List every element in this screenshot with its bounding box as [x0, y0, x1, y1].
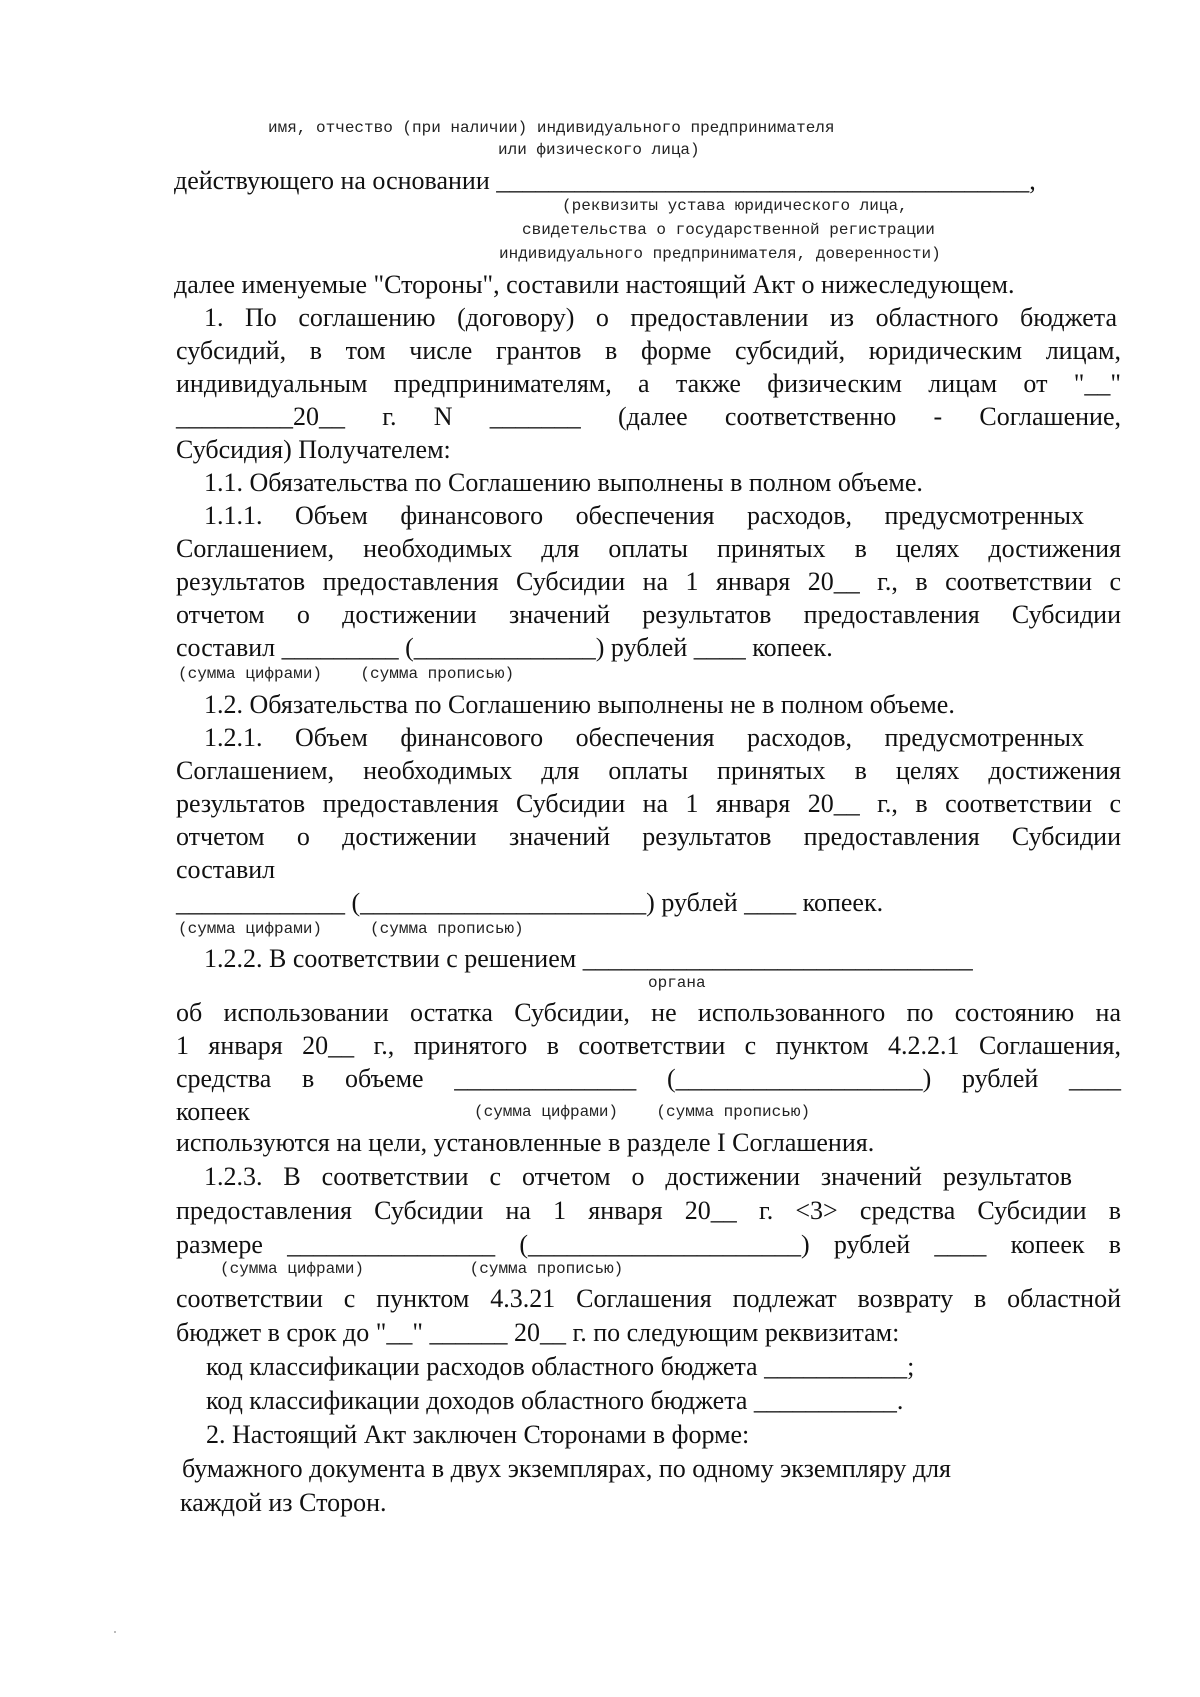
- hint-name-2: или физического лица): [498, 141, 700, 159]
- p1-2-1-line-6: _____________ (______________________) рублей ____ копеек.: [176, 888, 884, 917]
- p1-2-2-line-1: 1.2.2. В соответствии с решением ______________________________: [204, 944, 973, 973]
- scan-speck: [114, 1631, 116, 1633]
- p1-line-4: _________20__ г. N _______ (далее соответственно - Соглашение,: [176, 402, 1121, 431]
- p1-2-3-line-3: размере ________________ (_____________________) рублей ____ копеек в: [176, 1230, 1121, 1259]
- p1-2-3-line-4: соответствии с пунктом 4.3.21 Соглашения подлежат возврату в областной: [176, 1284, 1121, 1313]
- hint-requisites-2: свидетельства о государственной регистрации: [522, 221, 935, 239]
- p2-line-3: каждой из Сторон.: [180, 1488, 387, 1517]
- p1-2-1-line-1: 1.2.1. Объем финансового обеспечения расходов, предусмотренных: [204, 723, 1084, 752]
- hint-name: имя, отчество (при наличии) индивидуального предпринимателя: [268, 119, 835, 137]
- p1-2-1-line-2: Соглашением, необходимых для оплаты принятых в целях достижения: [176, 756, 1121, 785]
- p2-line-2: бумажного документа в двух экземплярах, по одному экземпляру для: [182, 1454, 952, 1483]
- p1-2: 1.2. Обязательства по Соглашению выполнены не в полном объеме.: [204, 690, 955, 719]
- p1-2-2-line-5: копеек: [176, 1097, 250, 1126]
- p1-2-2-line-6: используются на цели, установленные в разделе I Соглашения.: [176, 1128, 875, 1157]
- hint-requisites-3: индивидуального предпринимателя, доверенности): [499, 245, 941, 263]
- p1-2-2-line-3: 1 января 20__ г., принятого в соответствии с пунктом 4.2.2.1 Соглашения,: [176, 1031, 1121, 1060]
- p1-line-3: индивидуальным предпринимателям, а также физическим лицам от "__": [176, 369, 1121, 398]
- hint-sum-1: (сумма цифрами) (сумма прописью): [178, 665, 515, 683]
- p1-line-1: 1. По соглашению (договору) о предоставлении из областного бюджета: [204, 303, 1117, 332]
- p1-2-2-line-4: средства в объеме ______________ (___________________) рублей ____: [176, 1064, 1121, 1093]
- p1-1: 1.1. Обязательства по Соглашению выполнены в полном объеме.: [204, 468, 923, 497]
- p1-1-1-line-4: отчетом о достижении значений результатов предоставления Субсидии: [176, 600, 1121, 629]
- p1-2-3-line-1: 1.2.3. В соответствии с отчетом о достижении значений результатов: [204, 1162, 1072, 1191]
- p1-2-1-line-5: составил: [176, 855, 276, 884]
- p1-2-1-line-4: отчетом о достижении значений результатов предоставления Субсидии: [176, 822, 1121, 851]
- p1-2-3-line-5: бюджет в срок до "__" ______ 20__ г. по следующим реквизитам:: [176, 1318, 900, 1347]
- parties-line: далее именуемые "Стороны", составили настоящий Акт о нижеследующем.: [174, 270, 1015, 299]
- p1-2-2-line-2: об использовании остатка Субсидии, не использованного по состоянию на: [176, 998, 1121, 1027]
- hint-organ: органа: [648, 974, 706, 992]
- code-expenses: код классификации расходов областного бюджета ___________;: [206, 1352, 915, 1381]
- p1-1-1-line-2: Соглашением, необходимых для оплаты принятых в целях достижения: [176, 534, 1121, 563]
- p1-line-5: Субсидия) Получателем:: [176, 435, 451, 464]
- p1-2-1-line-3: результатов предоставления Субсидии на 1 января 20__ г., в соответствии с: [176, 789, 1121, 818]
- hint-sum-4: (сумма цифрами) (сумма прописью): [220, 1260, 624, 1278]
- p1-1-1-line-1: 1.1.1. Объем финансового обеспечения расходов, предусмотренных: [204, 501, 1084, 530]
- p1-1-1-line-5: составил _________ (______________) рублей ____ копеек.: [176, 633, 833, 662]
- hint-requisites-1: (реквизиты устава юридического лица,: [562, 197, 908, 215]
- code-income: код классификации доходов областного бюджета ___________.: [206, 1386, 904, 1415]
- p1-1-1-line-3: результатов предоставления Субсидии на 1 января 20__ г., в соответствии с: [176, 567, 1121, 596]
- hint-sum-3: (сумма цифрами) (сумма прописью): [474, 1103, 811, 1121]
- acting-basis: действующего на основании _________________________________________,: [174, 166, 1036, 195]
- p1-2-3-line-2: предоставления Субсидии на 1 января 20__ г. <3> средства Субсидии в: [176, 1196, 1121, 1225]
- p2-line-1: 2. Настоящий Акт заключен Сторонами в форме:: [206, 1420, 750, 1449]
- p1-line-2: субсидий, в том числе грантов в форме субсидий, юридическим лицам,: [176, 336, 1121, 365]
- hint-sum-2: (сумма цифрами) (сумма прописью): [178, 920, 524, 938]
